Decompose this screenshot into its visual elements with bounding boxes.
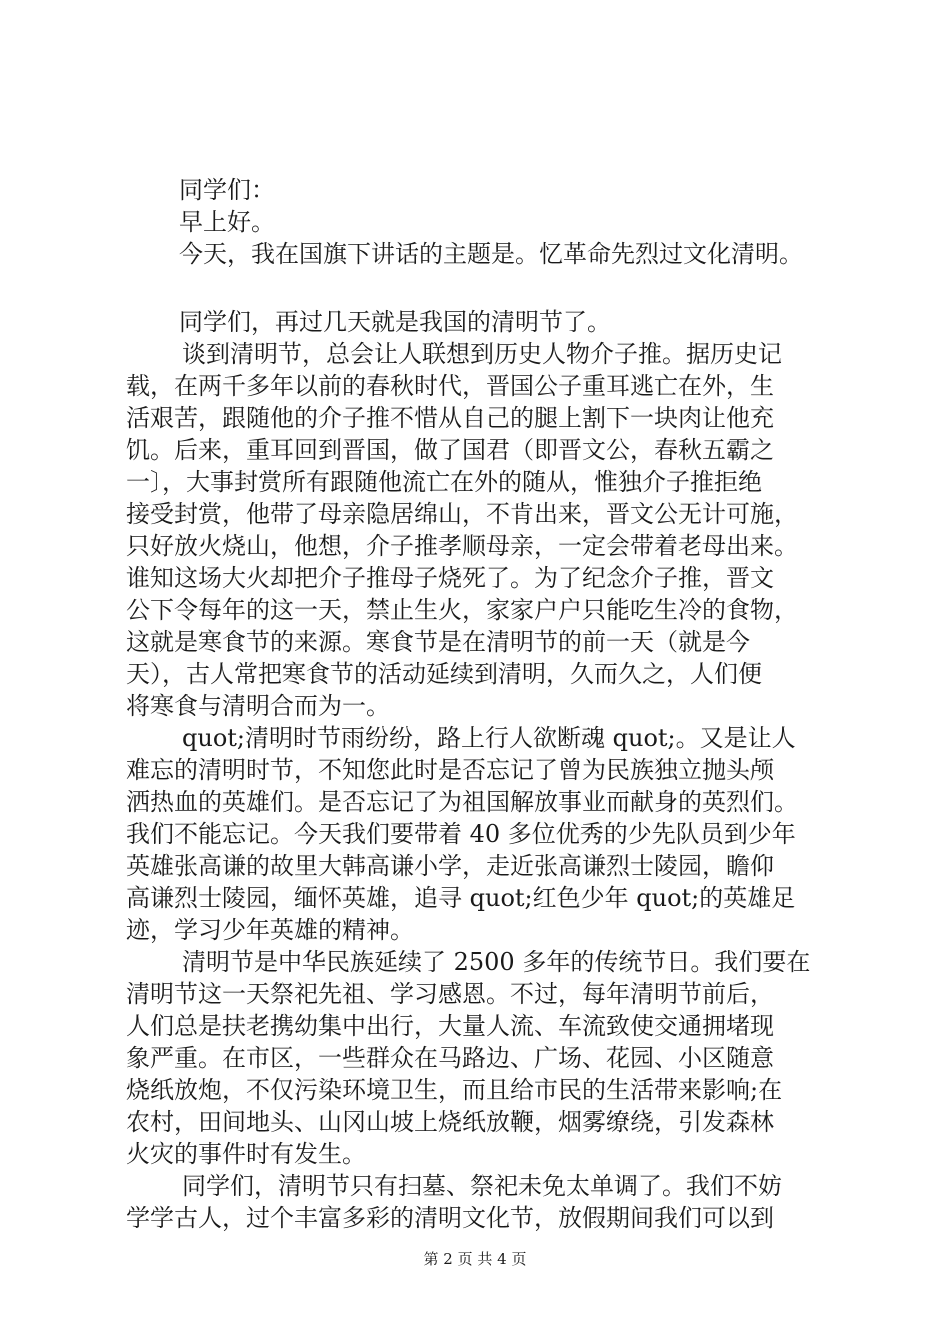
text-line: 高谦烈士陵园，缅怀英雄，追寻 quot;红色少年 quot;的英雄足 — [126, 884, 796, 912]
text-line: 烧纸放炮，不仅污染环境卫生，而且给市民的生活带来影响;在 — [126, 1076, 783, 1104]
text-line: quot;清明时节雨纷纷，路上行人欲断魂 quot;。又是让人 — [182, 724, 796, 752]
text-line: 英雄张高谦的故里大韩高谦小学，走近张高谦烈士陵园，瞻仰 — [126, 852, 774, 880]
text-line: 公下令每年的这一天，禁止生火，家家户户只能吃生冷的食物， — [126, 596, 798, 624]
text-line: 饥。后来，重耳回到晋国，做了国君（即晋文公，春秋五霸之 — [126, 436, 774, 464]
text-line: 将寒食与清明合而为一。 — [126, 692, 390, 720]
text-line: 我们不能忘记。今天我们要带着 40 多位优秀的少先队员到少年 — [126, 820, 796, 848]
salutation-line: 同学们： — [179, 176, 275, 204]
text-line: 谈到清明节，总会让人联想到历史人物介子推。据历史记 — [182, 340, 782, 368]
text-line: 清明节是中华民族延续了 2500 多年的传统节日。我们要在 — [182, 948, 811, 976]
text-line: 同学们，再过几天就是我国的清明节了。 — [179, 308, 611, 336]
text-line: 这就是寒食节的来源。寒食节是在清明节的前一天（就是今 — [126, 628, 750, 656]
text-line: 难忘的清明时节，不知您此时是否忘记了曾为民族独立抛头颅 — [126, 756, 774, 784]
greeting-line: 早上好。 — [179, 208, 275, 236]
page-footer — [0, 1249, 950, 1269]
topic-line: 今天，我在国旗下讲话的主题是。忆革命先烈过文化清明。 — [179, 240, 803, 268]
paragraph-gap — [126, 270, 838, 306]
text-line: 火灾的事件时有发生。 — [126, 1140, 366, 1168]
text-line: 载，在两千多年以前的春秋时代，晋国公子重耳逃亡在外，生 — [126, 372, 774, 400]
text-line: 谁知这场大火却把介子推母子烧死了。为了纪念介子推，晋文 — [126, 564, 774, 592]
text-line: 洒热血的英雄们。是否忘记了为祖国解放事业而献身的英烈们。 — [126, 788, 798, 816]
text-line: 天），古人常把寒食节的活动延续到清明，久而久之，人们便 — [126, 660, 762, 688]
text-line: 活艰苦，跟随他的介子推不惜从自己的腿上割下一块肉让他充 — [126, 404, 774, 432]
text-line: 同学们，清明节只有扫墓、祭祀未免太单调了。我们不妨 — [182, 1172, 782, 1200]
text-line: 人们总是扶老携幼集中出行，大量人流、车流致使交通拥堵现 — [126, 1012, 774, 1040]
text-line: 接受封赏，他带了母亲隐居绵山，不肯出来，晋文公无计可施， — [126, 500, 798, 528]
text-line: 学学古人，过个丰富多彩的清明文化节，放假期间我们可以到 — [126, 1204, 774, 1232]
text-line: 象严重。在市区，一些群众在马路边、广场、花园、小区随意 — [126, 1044, 774, 1072]
text-line: 清明节这一天祭祀先祖、学习感恩。不过，每年清明节前后， — [126, 980, 774, 1008]
text-line: 农村，田间地头、山冈山坡上烧纸放鞭，烟雾缭绕，引发森林 — [126, 1108, 774, 1136]
text-line: 只好放火烧山，他想，介子推孝顺母亲，一定会带着老母出来。 — [126, 532, 798, 560]
text-line: 迹，学习少年英雄的精神。 — [126, 916, 414, 944]
document-body — [126, 174, 838, 1234]
page-number: 第 2 页 共 4 页 — [423, 1250, 527, 1268]
text-line: 一〕，大事封赏所有跟随他流亡在外的随从，惟独介子推拒绝 — [126, 468, 762, 496]
